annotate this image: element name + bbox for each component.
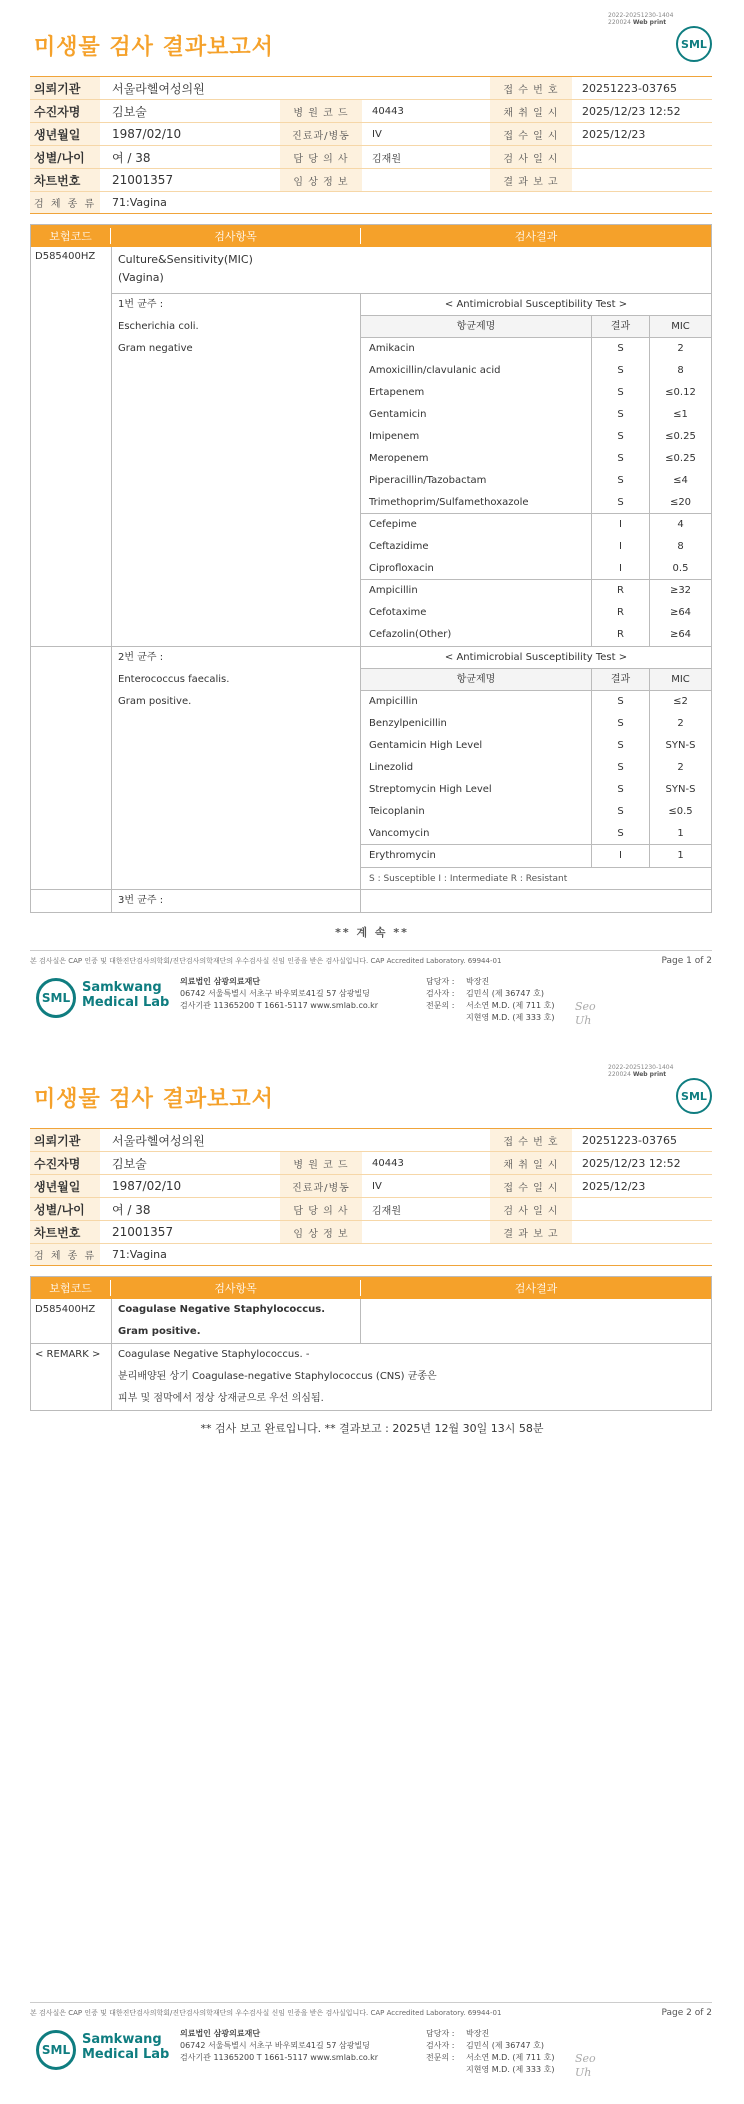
hospital-value: 서울라헬여성의원 bbox=[112, 81, 205, 96]
ast-col-result: 결과 bbox=[591, 316, 649, 337]
receipt-no-label: 접 수 번 호 bbox=[490, 1129, 572, 1151]
brand-line-2: Medical Lab bbox=[82, 995, 170, 1010]
col-test-item: 검사항목 bbox=[111, 1280, 361, 1296]
dob-value: 1987/02/10 bbox=[112, 127, 182, 141]
signature-2: Uh bbox=[575, 1014, 592, 1027]
signature bbox=[575, 1000, 596, 1028]
sml-logo: SML bbox=[676, 1078, 712, 1114]
lab-footer bbox=[30, 972, 712, 1032]
antibiotic-name: Ceftazidime bbox=[369, 541, 429, 552]
antibiotic-name: Amikacin bbox=[369, 343, 415, 354]
staff-key: 검사자 : bbox=[426, 2041, 455, 2050]
ast-row bbox=[361, 558, 711, 580]
mic-value: ≥32 bbox=[649, 580, 711, 602]
insurance-code: D585400HZ bbox=[35, 251, 96, 262]
mic-value: ≤4 bbox=[649, 470, 711, 492]
results-table bbox=[30, 1276, 712, 1411]
sml-footer-logo: SML bbox=[36, 978, 76, 1018]
organism-name: Coagulase Negative Staphylococcus. bbox=[118, 1304, 326, 1315]
susceptibility-result: S bbox=[591, 691, 649, 713]
receipt-no-label: 접 수 번 호 bbox=[490, 77, 572, 99]
staff-value: 서소연 M.D. (제 711 호) bbox=[466, 2053, 555, 2062]
organism-2-label: 2번 균주 : bbox=[118, 652, 164, 663]
antibiotic-name: Cefazolin(Other) bbox=[369, 629, 452, 640]
report-title: 미생물 검사 결과보고서 bbox=[34, 1087, 274, 1112]
staff-value: 지현영 M.D. (제 333 호) bbox=[466, 2065, 555, 2074]
lab-address bbox=[180, 2028, 378, 2064]
lab-street: 06742 서울특별시 서초구 바우뫼로41길 57 삼광빌딩 bbox=[180, 2041, 370, 2050]
signature-1: Seo bbox=[575, 2052, 596, 2065]
ast-legend: S : Susceptible I : Intermediate R : Resistant bbox=[361, 867, 711, 889]
ast-col-drug: 항균제명 bbox=[456, 674, 496, 685]
patient-info-table bbox=[30, 76, 712, 214]
hospital-label: 의뢰기관 bbox=[30, 1129, 100, 1151]
doctor-label: 담 당 의 사 bbox=[280, 146, 362, 168]
chart-no-label: 차트번호 bbox=[30, 1221, 100, 1243]
ast-row bbox=[361, 580, 711, 602]
lab-brand bbox=[82, 980, 169, 1010]
web-print-label: Web print bbox=[632, 1071, 667, 1078]
chart-no-label: 차트번호 bbox=[30, 169, 100, 191]
ast-row bbox=[361, 536, 711, 558]
sml-footer-logo: SML bbox=[36, 2030, 76, 2070]
susceptibility-result: S bbox=[591, 448, 649, 470]
ast-col-mic: MIC bbox=[649, 316, 711, 337]
cert-text: 본 검사실은 CAP 인증 및 대한진단검사의학회/진단검사의학재단의 우수검사실 신임 인증을 받은 검사실입니다. CAP Accredited Laboratory. 69944-01 bbox=[30, 2009, 502, 2017]
report-complete-note: ** 검사 보고 완료입니다. ** 결과보고 : 2025년 12월 30일 13시 58분 bbox=[200, 1422, 544, 1435]
mic-value: 2 bbox=[649, 713, 711, 735]
lab-staff bbox=[426, 2028, 554, 2076]
ast-row bbox=[361, 448, 711, 470]
susceptibility-result: S bbox=[591, 338, 649, 360]
remark-body bbox=[111, 1344, 711, 1410]
specimen-value: 71:Vagina bbox=[112, 196, 167, 209]
test-name: Culture&Sensitivity(MIC) bbox=[118, 253, 253, 266]
antibiotic-name: Linezolid bbox=[369, 762, 414, 773]
dob-label: 생년월일 bbox=[30, 123, 100, 145]
col-test-item: 검사항목 bbox=[111, 228, 361, 244]
sex-age-value: 여 / 38 bbox=[112, 150, 151, 165]
page-number: Page 2 of 2 bbox=[661, 2008, 712, 2018]
antibiotic-name: Meropenem bbox=[369, 453, 429, 464]
antibiotic-name: Gentamicin bbox=[369, 409, 427, 420]
specimen-label: 검 체 종 류 bbox=[30, 1244, 100, 1265]
susceptibility-result: R bbox=[591, 580, 649, 602]
mic-value: ≥64 bbox=[649, 602, 711, 624]
antibiotic-name: Vancomycin bbox=[369, 828, 430, 839]
susceptibility-result: S bbox=[591, 757, 649, 779]
test-date-label: 검 사 일 시 bbox=[490, 146, 572, 168]
antibiotic-name: Ampicillin bbox=[369, 696, 418, 707]
receipt-date-value: 2025/12/23 bbox=[582, 1179, 646, 1193]
antibiotic-name: Piperacillin/Tazobactam bbox=[369, 475, 487, 486]
receipt-no-value: 20251223-03765 bbox=[582, 81, 677, 95]
mic-value: 0.5 bbox=[649, 558, 711, 579]
ast-row bbox=[361, 382, 711, 404]
lab-contact: 검사기관 11365200 T 1661-5117 www.smlab.co.kr bbox=[180, 2053, 379, 2062]
staff-value: 김민식 (제 36747 호) bbox=[466, 2041, 544, 2050]
patient-value: 김보술 bbox=[112, 104, 147, 119]
ast-row bbox=[361, 713, 711, 735]
ast-row bbox=[361, 514, 711, 536]
remark-line: 분리배양된 상기 Coagulase-negative Staphylococcus (CNS) 균종은 bbox=[118, 1371, 437, 1382]
staff-key: 전문의 : bbox=[426, 2053, 455, 2062]
susceptibility-result: S bbox=[591, 404, 649, 426]
lab-staff bbox=[426, 976, 554, 1024]
susceptibility-result: S bbox=[591, 470, 649, 492]
staff-value: 박장진 bbox=[466, 977, 490, 986]
susceptibility-result: I bbox=[591, 845, 649, 867]
mic-value: ≤0.25 bbox=[649, 448, 711, 470]
antibiotic-name: Imipenem bbox=[369, 431, 420, 442]
antibiotic-name: Gentamicin High Level bbox=[369, 740, 483, 751]
mic-value: 8 bbox=[649, 536, 711, 558]
hospital-value: 서울라헬여성의원 bbox=[112, 1133, 205, 1148]
ast-row bbox=[361, 602, 711, 624]
doctor-value: 김재원 bbox=[372, 153, 401, 165]
doc-id-line: 2022-20251230-1404 bbox=[608, 12, 674, 19]
ast-row bbox=[361, 470, 711, 492]
patient-value: 김보술 bbox=[112, 1156, 147, 1171]
ast-row bbox=[361, 735, 711, 757]
collect-value: 2025/12/23 12:52 bbox=[582, 1156, 681, 1170]
lab-street: 06742 서울특별시 서초구 바우뫼로41길 57 삼광빌딩 bbox=[180, 989, 370, 998]
mic-value: ≤0.12 bbox=[649, 382, 711, 404]
ast-row bbox=[361, 426, 711, 448]
specimen-value: 71:Vagina bbox=[112, 1248, 167, 1261]
receipt-date-label: 접 수 일 시 bbox=[490, 123, 572, 145]
ast-row bbox=[361, 624, 711, 646]
ast-row bbox=[361, 360, 711, 382]
ward-code-value: 40443 bbox=[372, 105, 404, 117]
ast-table-1 bbox=[361, 294, 711, 646]
organism-gram: Gram positive. bbox=[118, 1326, 201, 1337]
ast-row bbox=[361, 757, 711, 779]
patient-label: 수진자명 bbox=[30, 1152, 100, 1174]
antibiotic-name: Streptomycin High Level bbox=[369, 784, 492, 795]
antibiotic-name: Erythromycin bbox=[369, 850, 436, 861]
organism-1-name: Escherichia coli. bbox=[118, 321, 199, 332]
document-id bbox=[608, 12, 673, 26]
susceptibility-result: R bbox=[591, 624, 649, 646]
ward-code-label: 병 원 코 드 bbox=[280, 1152, 362, 1174]
receipt-date-label: 접 수 일 시 bbox=[490, 1175, 572, 1197]
ast-row bbox=[361, 404, 711, 426]
ast-row bbox=[361, 691, 711, 713]
staff-key: 담당자 : bbox=[426, 977, 455, 986]
mic-value: ≥64 bbox=[649, 624, 711, 646]
mic-value: 4 bbox=[649, 514, 711, 536]
staff-key: 검사자 : bbox=[426, 989, 455, 998]
remark-label: < REMARK > bbox=[35, 1349, 101, 1360]
organism-1-label: 1번 균주 : bbox=[118, 299, 164, 310]
col-test-result: 검사결과 bbox=[514, 230, 558, 243]
staff-value: 지현영 M.D. (제 333 호) bbox=[466, 1013, 555, 1022]
ast-row bbox=[361, 338, 711, 360]
antibiotic-name: Teicoplanin bbox=[369, 806, 425, 817]
sex-age-label: 성별/나이 bbox=[30, 1198, 100, 1220]
mic-value: ≤20 bbox=[649, 492, 711, 513]
brand-line-2: Medical Lab bbox=[82, 2047, 170, 2062]
brand-line-1: Samkwang bbox=[82, 2032, 162, 2047]
staff-value: 김민식 (제 36747 호) bbox=[466, 989, 544, 998]
susceptibility-result: S bbox=[591, 735, 649, 757]
susceptibility-result: S bbox=[591, 823, 649, 844]
susceptibility-result: R bbox=[591, 602, 649, 624]
certification-note bbox=[30, 2008, 712, 2018]
cert-text: 본 검사실은 CAP 인증 및 대한진단검사의학회/진단검사의학재단의 우수검사실 신임 인증을 받은 검사실입니다. CAP Accredited Laboratory. 69944-01 bbox=[30, 957, 502, 965]
organism-2-gram: Gram positive. bbox=[118, 696, 192, 707]
lab-address bbox=[180, 976, 378, 1012]
ast-col-drug: 항균제명 bbox=[456, 321, 496, 332]
staff-value: 박장진 bbox=[466, 2029, 490, 2038]
certification-note bbox=[30, 956, 712, 966]
signature-1: Seo bbox=[575, 1000, 596, 1013]
mic-value: SYN-S bbox=[649, 779, 711, 801]
ast-col-mic: MIC bbox=[649, 669, 711, 690]
organism-3-label: 3번 균주 : bbox=[111, 890, 361, 912]
doctor-value: 김재원 bbox=[372, 1205, 401, 1217]
susceptibility-result: I bbox=[591, 536, 649, 558]
doctor-label: 담 당 의 사 bbox=[280, 1198, 362, 1220]
dob-value: 1987/02/10 bbox=[112, 1179, 182, 1193]
susceptibility-result: I bbox=[591, 558, 649, 579]
test-specimen: (Vagina) bbox=[118, 271, 164, 284]
col-test-result: 검사결과 bbox=[514, 1282, 558, 1295]
signature-2: Uh bbox=[575, 2066, 592, 2079]
lab-brand bbox=[82, 2032, 169, 2062]
susceptibility-result: S bbox=[591, 779, 649, 801]
mic-value: ≤0.5 bbox=[649, 801, 711, 823]
receipt-date-value: 2025/12/23 bbox=[582, 127, 646, 141]
dept-value: IV bbox=[372, 1180, 382, 1192]
lab-org-name: 의료법인 삼광의료재단 bbox=[180, 2029, 261, 2038]
susceptibility-result: S bbox=[591, 492, 649, 513]
organism-2-name: Enterococcus faecalis. bbox=[118, 674, 230, 685]
collect-label: 채 취 일 시 bbox=[490, 100, 572, 122]
antibiotic-name: Trimethoprim/Sulfamethoxazole bbox=[369, 497, 529, 508]
patient-label: 수진자명 bbox=[30, 100, 100, 122]
antibiotic-name: Benzylpenicillin bbox=[369, 718, 447, 729]
antibiotic-name: Cefotaxime bbox=[369, 607, 427, 618]
results-table bbox=[30, 224, 712, 913]
col-insurance-code: 보험코드 bbox=[31, 1280, 111, 1296]
staff-key: 담당자 : bbox=[426, 2029, 455, 2038]
dept-label: 진료과/병동 bbox=[280, 1175, 362, 1197]
sex-age-label: 성별/나이 bbox=[30, 146, 100, 168]
ast-row bbox=[361, 845, 711, 867]
report-page-2 bbox=[0, 1052, 744, 2104]
susceptibility-result: I bbox=[591, 514, 649, 536]
mic-value: 2 bbox=[649, 338, 711, 360]
antibiotic-name: Cefepime bbox=[369, 519, 417, 530]
insurance-code: D585400HZ bbox=[35, 1304, 96, 1315]
antibiotic-name: Ampicillin bbox=[369, 585, 418, 596]
brand-line-1: Samkwang bbox=[82, 980, 162, 995]
antibiotic-name: Ertapenem bbox=[369, 387, 425, 398]
page-number: Page 1 of 2 bbox=[661, 956, 712, 966]
ast-row bbox=[361, 492, 711, 514]
doc-id-sub: 220024 bbox=[608, 19, 631, 26]
continued-note: ** 계 속 ** bbox=[335, 926, 409, 939]
ast-row bbox=[361, 779, 711, 801]
dept-value: IV bbox=[372, 128, 382, 140]
ast-title-1: < Antimicrobial Susceptibility Test > bbox=[361, 294, 711, 316]
clinical-info-label: 임 상 정 보 bbox=[280, 169, 362, 191]
lab-footer bbox=[30, 2024, 712, 2084]
lab-contact: 검사기관 11365200 T 1661-5117 www.smlab.co.kr bbox=[180, 1001, 379, 1010]
mic-value: ≤2 bbox=[649, 691, 711, 713]
document-id bbox=[608, 1064, 673, 1078]
sml-logo: SML bbox=[676, 26, 712, 62]
dob-label: 생년월일 bbox=[30, 1175, 100, 1197]
lab-org-name: 의료법인 삼광의료재단 bbox=[180, 977, 261, 986]
sex-age-value: 여 / 38 bbox=[112, 1202, 151, 1217]
organism-1-block bbox=[111, 293, 711, 646]
remark-line: 피부 및 점막에서 정상 상재균으로 우선 의심됨. bbox=[118, 1393, 324, 1404]
dept-label: 진료과/병동 bbox=[280, 123, 362, 145]
ast-row bbox=[361, 823, 711, 845]
susceptibility-result: S bbox=[591, 382, 649, 404]
ast-table-2 bbox=[361, 647, 711, 889]
specimen-label: 검 체 종 류 bbox=[30, 192, 100, 213]
collect-label: 채 취 일 시 bbox=[490, 1152, 572, 1174]
report-title: 미생물 검사 결과보고서 bbox=[34, 35, 274, 60]
col-insurance-code: 보험코드 bbox=[31, 228, 111, 244]
mic-value: ≤0.25 bbox=[649, 426, 711, 448]
chart-no-value: 21001357 bbox=[112, 173, 174, 187]
report-label: 결 과 보 고 bbox=[490, 1221, 572, 1243]
susceptibility-result: S bbox=[591, 713, 649, 735]
susceptibility-result: S bbox=[591, 360, 649, 382]
ast-row bbox=[361, 801, 711, 823]
ward-code-value: 40443 bbox=[372, 1157, 404, 1169]
clinical-info-label: 임 상 정 보 bbox=[280, 1221, 362, 1243]
ast-col-result: 결과 bbox=[591, 669, 649, 690]
susceptibility-result: S bbox=[591, 801, 649, 823]
staff-value: 서소연 M.D. (제 711 호) bbox=[466, 1001, 555, 1010]
signature bbox=[575, 2052, 596, 2080]
doc-id-line: 2022-20251230-1404 bbox=[608, 1064, 674, 1071]
mic-value: 2 bbox=[649, 757, 711, 779]
staff-key: 전문의 : bbox=[426, 1001, 455, 1010]
test-date-label: 검 사 일 시 bbox=[490, 1198, 572, 1220]
mic-value: ≤1 bbox=[649, 404, 711, 426]
hospital-label: 의뢰기관 bbox=[30, 77, 100, 99]
remark-line: Coagulase Negative Staphylococcus. - bbox=[118, 1349, 310, 1360]
mic-value: 1 bbox=[649, 823, 711, 844]
web-print-label: Web print bbox=[632, 19, 667, 26]
patient-info-table bbox=[30, 1128, 712, 1266]
doc-id-sub: 220024 bbox=[608, 1071, 631, 1078]
ward-code-label: 병 원 코 드 bbox=[280, 100, 362, 122]
mic-value: 1 bbox=[649, 845, 711, 867]
susceptibility-result: S bbox=[591, 426, 649, 448]
report-label: 결 과 보 고 bbox=[490, 169, 572, 191]
ast-title-2: < Antimicrobial Susceptibility Test > bbox=[361, 647, 711, 669]
chart-no-value: 21001357 bbox=[112, 1225, 174, 1239]
collect-value: 2025/12/23 12:52 bbox=[582, 104, 681, 118]
antibiotic-name: Ciprofloxacin bbox=[369, 563, 434, 574]
receipt-no-value: 20251223-03765 bbox=[582, 1133, 677, 1147]
antibiotic-name: Amoxicillin/clavulanic acid bbox=[369, 365, 501, 376]
organism-1-gram: Gram negative bbox=[118, 343, 193, 354]
mic-value: SYN-S bbox=[649, 735, 711, 757]
mic-value: 8 bbox=[649, 360, 711, 382]
